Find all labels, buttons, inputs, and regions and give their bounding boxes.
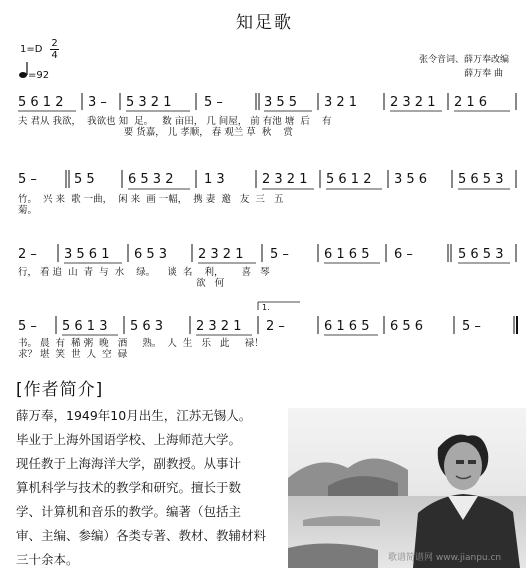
svg-text:2 1 6: 2 1 6 bbox=[454, 95, 488, 110]
credit-lyricist: 张令音词、薛万奉改编 bbox=[418, 55, 509, 65]
time-bottom: 4 bbox=[51, 50, 58, 61]
line1-notes: 5 6 1 2 bbox=[18, 95, 64, 110]
svg-text:5 –: 5 – bbox=[204, 95, 223, 110]
bio-line: 毕业于上海外国语学校、上海师范大学。 bbox=[16, 432, 242, 447]
svg-text:3 –: 3 – bbox=[88, 95, 107, 110]
bio-line: 薛万奉，1949年10月出生，江苏无锡人。 bbox=[16, 408, 252, 423]
svg-text:3 5 6 1: 3 5 6 1 bbox=[64, 247, 110, 262]
time-top: 2 bbox=[51, 38, 58, 49]
bio-line: 学、计算机和音乐的教学。编著（包括主 bbox=[16, 504, 242, 519]
svg-text:6 1 6 5: 6 1 6 5 bbox=[324, 247, 370, 262]
bio-line: 审、主编、参编）各类专著、教材、教辅材料 bbox=[16, 528, 267, 543]
line4-lyrics-1: 书。 晨 有 稀 粥 晚 酒 熟。 人 生 乐 此 禄！ bbox=[18, 338, 264, 349]
song-title: 知足歌 bbox=[236, 13, 293, 33]
svg-text:3 5 6: 3 5 6 bbox=[394, 172, 428, 187]
svg-text:5 6 5 3: 5 6 5 3 bbox=[458, 172, 504, 187]
svg-text:6 5 3: 6 5 3 bbox=[134, 247, 168, 262]
svg-text:5 6 1 2: 5 6 1 2 bbox=[326, 172, 372, 187]
bio-line: 三十余本。 bbox=[16, 552, 79, 567]
line1-lyrics-1: 夫 君从 我欲， 我欲也 知 足。 数 亩田， 几 间屋， 前 有池 塘 后 有 bbox=[18, 116, 332, 127]
svg-text:5 –: 5 – bbox=[462, 319, 481, 334]
svg-text:5 –: 5 – bbox=[270, 247, 289, 262]
svg-text:6 5 3 2: 6 5 3 2 bbox=[128, 172, 174, 187]
key-signature: 1=D bbox=[20, 44, 43, 55]
bio-line: 现任教于上海海洋大学，副教授。从事计 bbox=[16, 456, 242, 471]
line3-lyrics-1: 行， 看 追 山 青 与 水 绿。 谈 名 利， 喜 琴 bbox=[18, 267, 270, 278]
svg-text:5 –: 5 – bbox=[18, 319, 37, 334]
svg-text:2 –: 2 – bbox=[18, 247, 37, 262]
svg-text:2 –: 2 – bbox=[266, 319, 285, 334]
line2-lyrics-1: 竹。 兴 来 歌 一曲， 闲 来 画 一幅， 携 妻 邀 友 三 五 bbox=[18, 194, 284, 205]
svg-text:5 3 2 1: 5 3 2 1 bbox=[126, 95, 172, 110]
svg-text:5 –: 5 – bbox=[18, 172, 37, 187]
bio-heading: [作者简介] bbox=[16, 380, 104, 400]
svg-text:3 2 1: 3 2 1 bbox=[324, 95, 358, 110]
score-line-2 bbox=[18, 170, 516, 216]
svg-text:2 3 2 1: 2 3 2 1 bbox=[390, 95, 436, 110]
score-line-3 bbox=[18, 244, 516, 289]
svg-text:2 3 2 1: 2 3 2 1 bbox=[198, 247, 244, 262]
svg-text:3 5 5: 3 5 5 bbox=[264, 95, 298, 110]
svg-text:1 3: 1 3 bbox=[204, 172, 225, 187]
svg-text:5 6 5 3: 5 6 5 3 bbox=[458, 247, 504, 262]
svg-text:5 5: 5 5 bbox=[74, 172, 95, 187]
score-line-1 bbox=[18, 93, 516, 138]
svg-text:5 6 1 3: 5 6 1 3 bbox=[62, 319, 108, 334]
credit-composer: 薛万奉 曲 bbox=[464, 69, 503, 79]
svg-text:2 3 2 1: 2 3 2 1 bbox=[196, 319, 242, 334]
svg-text:5 6 3: 5 6 3 bbox=[130, 319, 164, 334]
svg-text:6 5 6: 6 5 6 bbox=[390, 319, 424, 334]
watermark: 歌谱简谱网 www.jianpu.cn bbox=[388, 553, 502, 563]
author-photo bbox=[288, 408, 526, 568]
line4-lyrics-2: 求？ 堪 笑 世 人 空 碌 bbox=[18, 349, 128, 360]
svg-text:2 3 2 1: 2 3 2 1 bbox=[262, 172, 308, 187]
svg-text:6 1 6 5: 6 1 6 5 bbox=[324, 319, 370, 334]
score-line-4 bbox=[18, 302, 517, 360]
line1-lyrics-2: 要 货嘉， 儿 孝顺， 春 观兰 草 秋 赏 bbox=[18, 127, 293, 138]
svg-text:1.: 1. bbox=[262, 303, 270, 312]
bio-line: 算机科学与技术的教学和研究。擅长于数 bbox=[16, 480, 242, 495]
line2-lyrics-2: 菊。 bbox=[18, 205, 38, 216]
svg-text:6 –: 6 – bbox=[394, 247, 413, 262]
tempo-marking: =92 bbox=[28, 70, 50, 81]
bio-text bbox=[16, 404, 288, 572]
line3-lyrics-2: 欲 何 bbox=[18, 278, 225, 289]
